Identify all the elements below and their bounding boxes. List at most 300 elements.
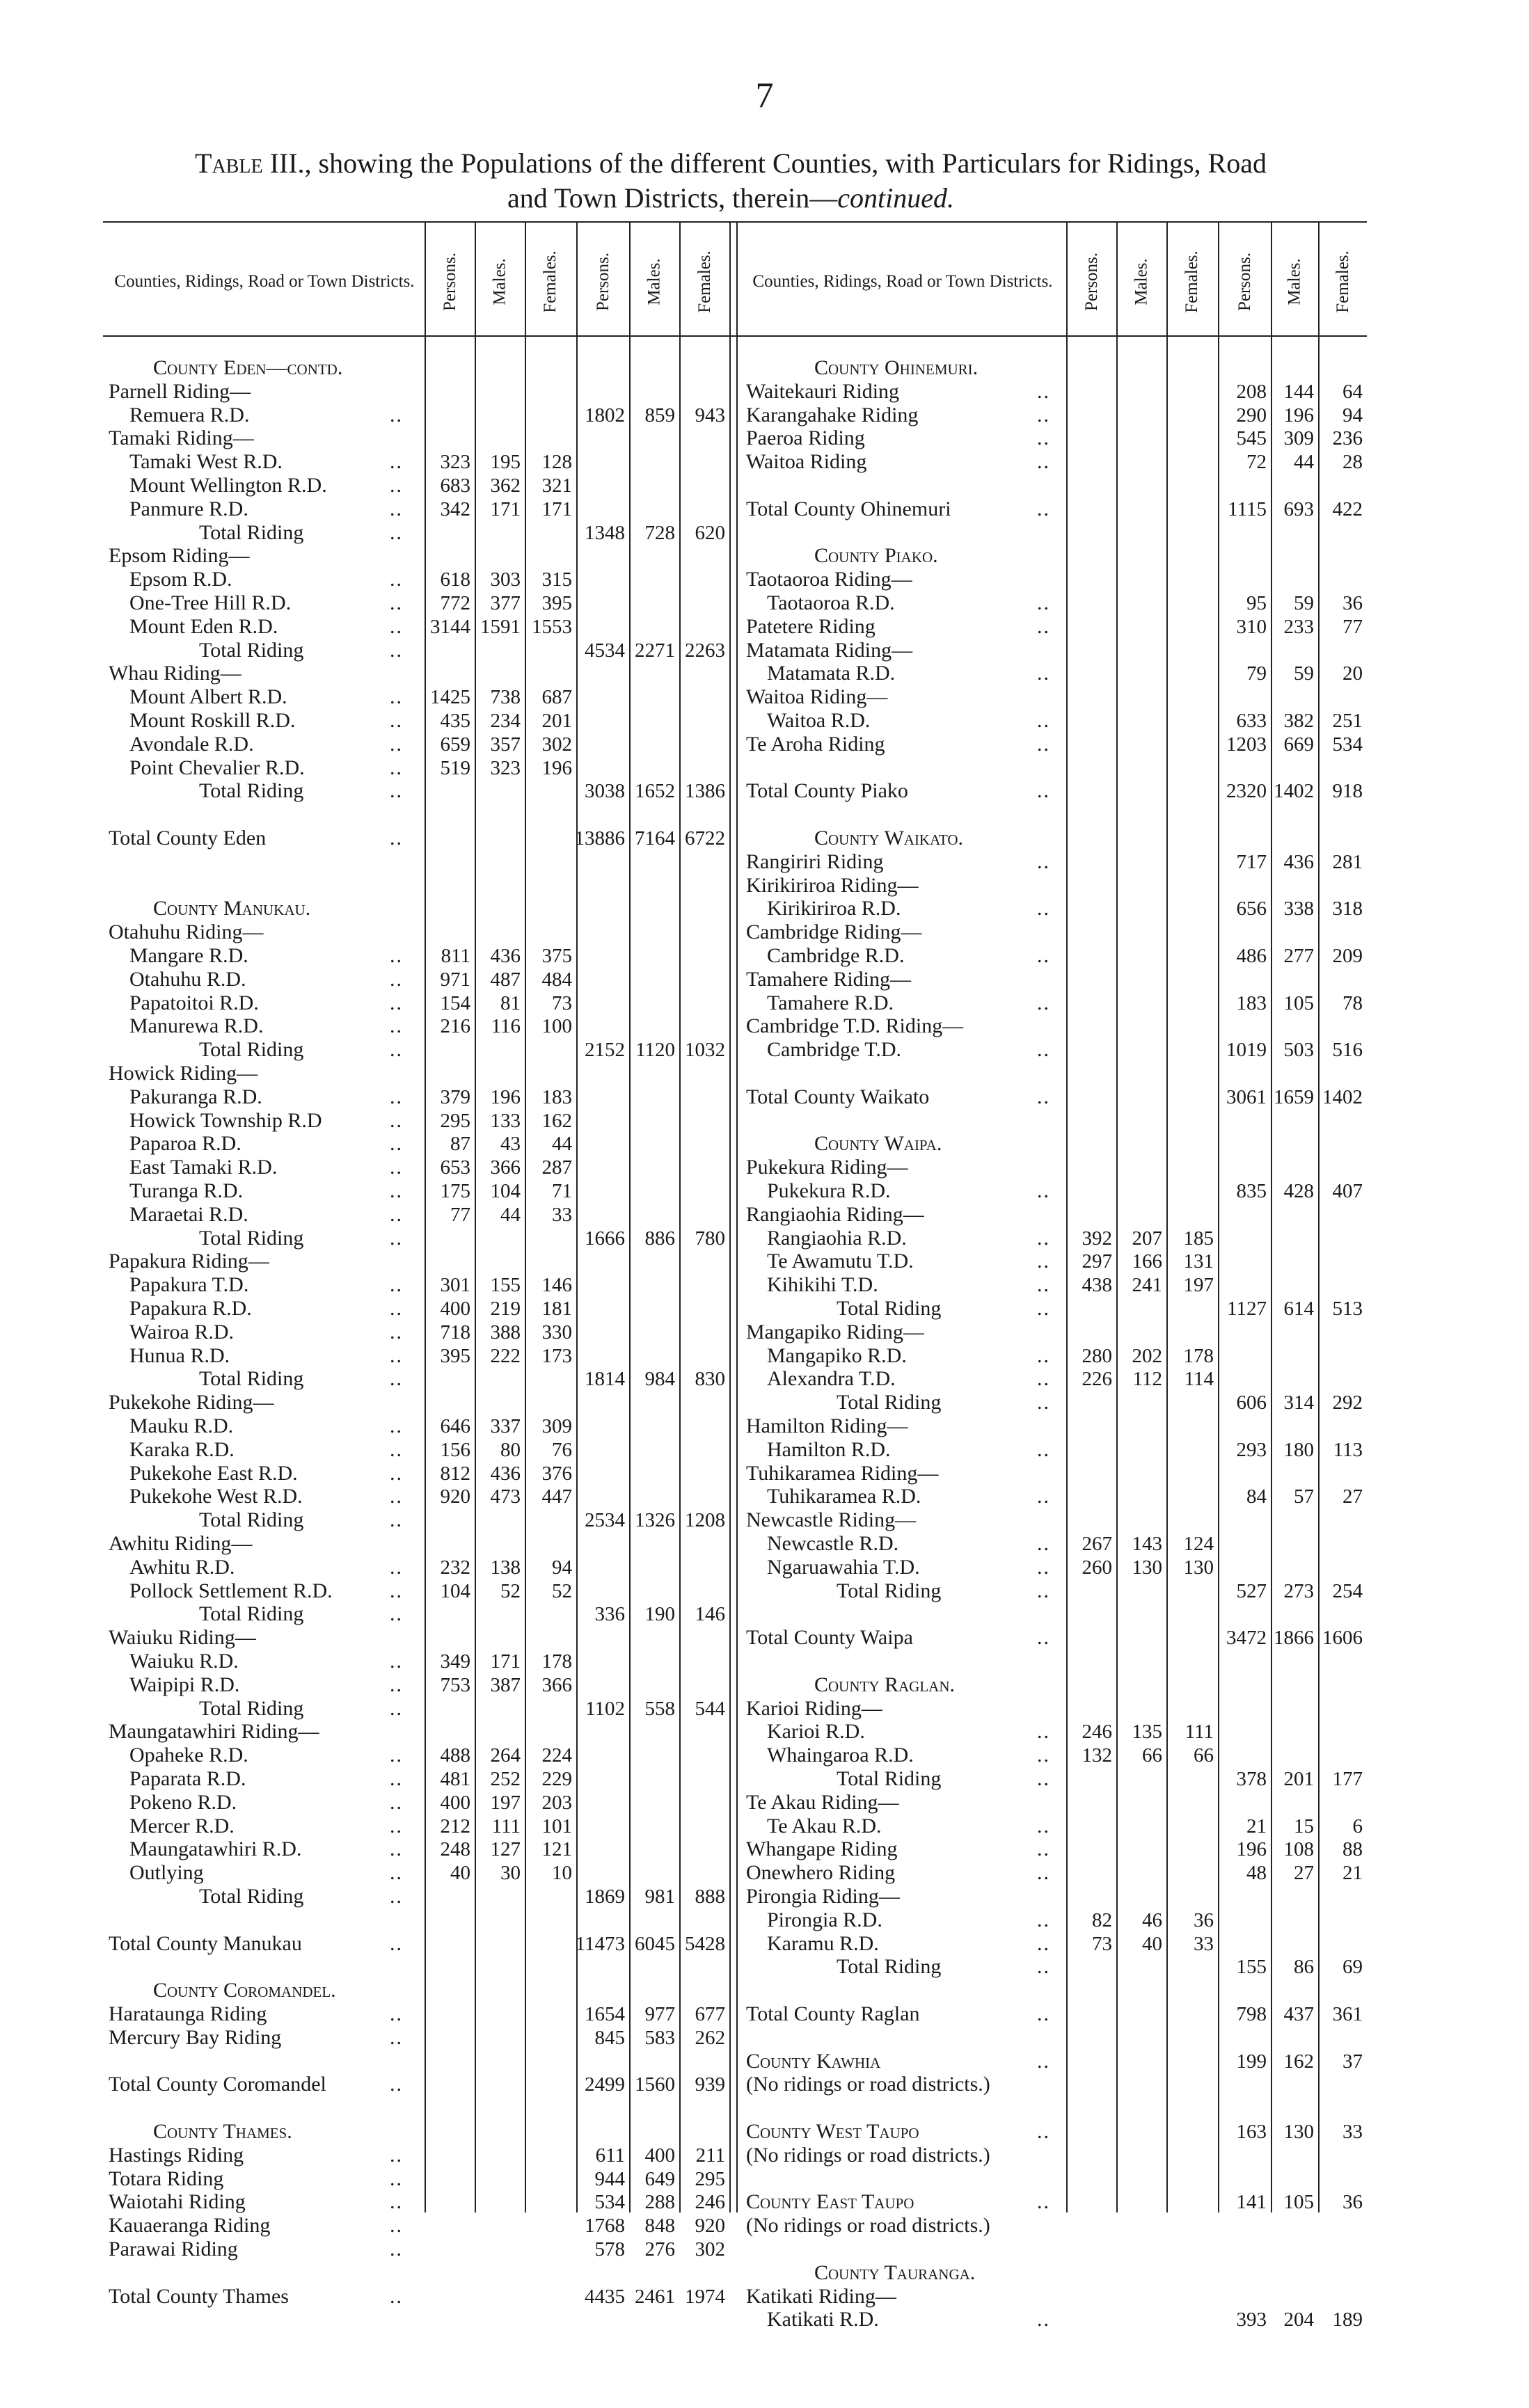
persons-value: 226 [1082, 1368, 1112, 1391]
leader-dots: .. [1037, 662, 1050, 685]
row-label: (No ridings or road districts.) [746, 2073, 990, 2096]
table-row [0, 2167, 1529, 2191]
leader-dots: .. [1037, 850, 1050, 873]
females-value: 76 [552, 1438, 572, 1461]
row-label: Awhitu R.D. [129, 1555, 235, 1579]
persons-value: 920 [440, 1485, 470, 1508]
males-value: 201 [1283, 1768, 1314, 1790]
table-row [0, 1532, 1529, 1556]
row-label: Total Riding [199, 1696, 304, 1720]
persons-value: 295 [440, 1109, 470, 1132]
leader-dots: .. [390, 1320, 403, 1343]
table-row [0, 1932, 1529, 1956]
males-value: 859 [644, 404, 675, 426]
leader-dots: .. [1037, 2120, 1050, 2143]
persons-value: 4534 [585, 639, 625, 662]
row-label: Manurewa R.D. [129, 1014, 264, 1038]
leader-dots: .. [1037, 1931, 1050, 1955]
persons-value: 246 [1082, 1721, 1112, 1744]
row-label: Waitekauri Riding [746, 379, 900, 403]
column-header-males-total-left [631, 230, 679, 334]
persons-value: 944 [594, 2167, 625, 2190]
column-header-females-total-right [1320, 230, 1367, 334]
row-label: Panmure R.D. [129, 497, 248, 520]
males-value: 144 [1283, 380, 1314, 403]
males-value: 44 [500, 1203, 521, 1226]
males-value: 46 [1142, 1908, 1162, 1931]
table-row [0, 1462, 1529, 1485]
table-row [0, 1438, 1529, 1462]
persons-value: 77 [450, 1203, 470, 1226]
row-label: Waiuku Riding— [109, 1626, 256, 1650]
persons-value: 772 [440, 592, 470, 614]
row-label: Total County Waipa [746, 1626, 913, 1650]
row-label: Karaka R.D. [129, 1437, 235, 1461]
county-heading-row [0, 827, 1529, 850]
leader-dots: .. [1037, 1579, 1050, 1602]
leader-dots: .. [390, 1885, 403, 1908]
persons-value: 248 [440, 1838, 470, 1861]
leader-dots: .. [390, 2073, 403, 2096]
males-value: 1591 [480, 615, 521, 638]
table-row [0, 568, 1529, 591]
females-value: 114 [1184, 1368, 1214, 1391]
row-label: Tamahere Riding— [746, 967, 911, 991]
females-value: 196 [541, 756, 572, 779]
persons-value: 11473 [575, 1932, 625, 1955]
table-top-rule [103, 221, 1367, 223]
row-label: Pukekohe East R.D. [129, 1461, 298, 1485]
leader-dots: .. [390, 827, 403, 850]
males-value: 171 [490, 1650, 521, 1673]
table-row [0, 1720, 1529, 1744]
females-value: 287 [541, 1156, 572, 1179]
males-value: 43 [500, 1133, 521, 1156]
males-value: 977 [644, 2003, 675, 2025]
column-header-males-total-right [1272, 230, 1318, 334]
males-value: 436 [490, 1462, 521, 1485]
column-header-males-left-text: Males. [490, 258, 509, 305]
leader-dots: .. [1037, 1038, 1050, 1062]
males-value: 252 [490, 1768, 521, 1790]
persons-value: 163 [1236, 2121, 1267, 2143]
leader-dots: .. [390, 2214, 403, 2238]
row-label: Mercury Bay Riding [109, 2025, 282, 2049]
females-value: 236 [1332, 427, 1363, 450]
leader-dots: .. [390, 1602, 403, 1626]
females-value: 100 [541, 1015, 572, 1038]
persons-value: 811 [441, 945, 470, 967]
females-value: 185 [1183, 1227, 1214, 1250]
persons-value: 232 [440, 1556, 470, 1579]
persons-value: 659 [440, 733, 470, 756]
females-value: 36 [1342, 592, 1363, 614]
females-value: 1974 [685, 2285, 725, 2308]
row-label: County West Taupo [746, 2120, 919, 2143]
females-value: 321 [541, 475, 572, 497]
females-value: 131 [1183, 1250, 1214, 1273]
table-row [0, 874, 1529, 898]
leader-dots: .. [390, 2002, 403, 2025]
females-value: 918 [1332, 780, 1363, 803]
males-value: 108 [1283, 1838, 1314, 1861]
row-label: Te Akau R.D. [767, 1814, 882, 1837]
row-label: Mangapiko Riding— [746, 1320, 924, 1343]
males-value: 377 [490, 592, 521, 614]
leader-dots: .. [1037, 1532, 1050, 1555]
column-header-females-left-text: Females. [541, 250, 560, 313]
males-value: 428 [1283, 1180, 1314, 1202]
females-value: 395 [541, 592, 572, 614]
persons-value: 527 [1236, 1579, 1267, 1602]
leader-dots: .. [1037, 1837, 1050, 1861]
column-header-females-right [1168, 230, 1217, 334]
females-value: 78 [1342, 991, 1363, 1014]
row-label: Mount Wellington R.D. [129, 474, 327, 497]
leader-dots: .. [390, 2025, 403, 2049]
row-label: Hastings Riding [109, 2143, 244, 2167]
persons-value: 435 [440, 710, 470, 732]
table-row [0, 662, 1529, 685]
row-label: Taotaoroa Riding— [746, 568, 912, 591]
row-label: Cambridge R.D. [767, 944, 905, 967]
leader-dots: .. [390, 709, 403, 732]
persons-value: 280 [1082, 1344, 1112, 1367]
persons-value: 1654 [585, 2003, 625, 2025]
row-label: Cambridge T.D. Riding— [746, 1014, 964, 1038]
females-value: 88 [1342, 1838, 1363, 1861]
leader-dots: .. [390, 1343, 403, 1367]
females-value: 20 [1342, 662, 1363, 685]
table-row [0, 1367, 1529, 1391]
males-value: 558 [644, 1697, 675, 1720]
persons-value: 79 [1246, 662, 1267, 685]
males-value: 357 [490, 733, 521, 756]
row-label: Tuhikaramea Riding— [746, 1461, 939, 1485]
row-label: Rangiaohia Riding— [746, 1202, 924, 1226]
row-label: Total Riding [199, 1226, 304, 1250]
table-row [0, 1791, 1529, 1815]
females-value: 37 [1342, 2050, 1363, 2073]
leader-dots: .. [390, 779, 403, 803]
table-header-rule [103, 335, 1367, 337]
persons-value: 1102 [585, 1697, 625, 1720]
table-row [0, 426, 1529, 450]
leader-dots: .. [390, 1555, 403, 1579]
row-label: Total County Thames [109, 2284, 289, 2308]
table-row [0, 2308, 1529, 2331]
females-value: 830 [695, 1368, 725, 1391]
row-label: Total Riding [199, 1602, 304, 1626]
females-value: 201 [541, 710, 572, 732]
leader-dots: .. [1037, 1485, 1050, 1508]
females-value: 516 [1332, 1039, 1363, 1062]
county-heading-row [0, 356, 1529, 380]
table-row [0, 2073, 1529, 2096]
males-value: 886 [644, 1227, 675, 1250]
row-label: Katikati R.D. [767, 2308, 879, 2331]
table-row [0, 944, 1529, 968]
column-header-persons-total-right-text: Persons. [1235, 252, 1255, 312]
females-value: 66 [1194, 1744, 1214, 1767]
row-label: Total County Waikato [746, 1085, 930, 1108]
column-header-label-left: Counties, Ridings, Road or Town Districts. [114, 272, 415, 291]
leader-dots: .. [390, 1226, 403, 1250]
row-label: Mauku R.D. [129, 1414, 234, 1437]
leader-dots: .. [1037, 1955, 1050, 1979]
leader-dots: .. [1037, 991, 1050, 1014]
females-value: 330 [541, 1321, 572, 1343]
row-label: Papakura Riding— [109, 1250, 269, 1273]
table-title-line1: III., showing the Populations of the different Counties, with Particulars for Ridings, Road [262, 147, 1267, 179]
leader-dots: .. [1037, 1908, 1050, 1931]
row-label: Maungatawhiri R.D. [129, 1837, 302, 1861]
males-value: 1120 [635, 1039, 675, 1062]
persons-value: 297 [1082, 1250, 1112, 1273]
row-label: Pokeno R.D. [129, 1790, 237, 1814]
county-heading-row [0, 1132, 1529, 1156]
table-row [0, 1414, 1529, 1438]
row-label: Patetere Riding [746, 614, 876, 638]
females-value: 780 [695, 1227, 725, 1250]
row-label: Total Riding [199, 1038, 304, 1062]
county-heading: County Manukau. [153, 897, 311, 920]
row-label: Matamata Riding— [746, 638, 913, 662]
females-value: 64 [1342, 380, 1363, 403]
row-label: Mount Albert R.D. [129, 685, 287, 709]
leader-dots: .. [390, 685, 403, 709]
row-label: Karioi R.D. [767, 1720, 865, 1744]
table-row [0, 1297, 1529, 1321]
row-label: Maungatawhiri Riding— [109, 1720, 319, 1744]
persons-value: 1203 [1226, 733, 1267, 756]
row-label: Rangiaohia R.D. [767, 1226, 907, 1250]
table-row [0, 1602, 1529, 1626]
table-row [0, 521, 1529, 545]
column-header-males-total-left-text: Males. [644, 258, 664, 305]
males-value: 693 [1283, 497, 1314, 520]
row-label: Onewhero Riding [746, 1861, 896, 1885]
persons-value: 2152 [585, 1039, 625, 1062]
leader-dots: .. [1037, 1391, 1050, 1414]
leader-dots: .. [390, 967, 403, 991]
row-label: Total Riding [199, 1885, 304, 1908]
leader-dots: .. [390, 1179, 403, 1202]
persons-value: 1127 [1227, 1298, 1267, 1320]
persons-value: 2499 [585, 2073, 625, 2096]
males-value: 195 [490, 451, 521, 474]
persons-value: 3038 [585, 780, 625, 803]
row-label: Pukekohe West R.D. [129, 1485, 303, 1508]
leader-dots: .. [1037, 1861, 1050, 1885]
column-header-persons-right-text: Persons. [1082, 252, 1102, 312]
leader-dots: .. [1037, 2308, 1050, 2331]
males-value: 80 [500, 1438, 521, 1461]
leader-dots: .. [390, 1273, 403, 1297]
persons-value: 611 [595, 2144, 625, 2167]
persons-value: 393 [1236, 2309, 1267, 2331]
females-value: 513 [1332, 1298, 1363, 1320]
persons-value: 13886 [574, 827, 625, 850]
row-label: Hamilton Riding— [746, 1414, 908, 1437]
females-value: 6722 [685, 827, 725, 850]
leader-dots: .. [390, 2143, 403, 2167]
column-header-males-right-text: Males. [1132, 258, 1151, 305]
table-row [0, 1014, 1529, 1038]
females-value: 302 [541, 733, 572, 756]
persons-value: 481 [440, 1768, 470, 1790]
row-label: Waitoa Riding— [746, 685, 888, 709]
leader-dots: .. [390, 2167, 403, 2190]
females-value: 77 [1342, 615, 1363, 638]
row-label: One-Tree Hill R.D. [129, 591, 292, 614]
females-value: 111 [1185, 1721, 1214, 1744]
row-label: Papatoitoi R.D. [129, 991, 259, 1014]
males-value: 1326 [635, 1509, 675, 1532]
row-label: Waitoa R.D. [767, 709, 871, 732]
table-row [0, 1650, 1529, 1673]
males-value: 473 [490, 1485, 521, 1508]
persons-value: 1115 [1228, 497, 1267, 520]
row-label: Totara Riding [109, 2167, 224, 2190]
females-value: 1553 [532, 615, 572, 638]
row-label: Avondale R.D. [129, 732, 254, 756]
row-label: Papakura R.D. [129, 1297, 252, 1320]
leader-dots: .. [390, 944, 403, 967]
leader-dots: .. [390, 591, 403, 614]
leader-dots: .. [1037, 497, 1050, 520]
males-value: 400 [644, 2144, 675, 2167]
persons-value: 40 [450, 1862, 470, 1885]
table-row [0, 1908, 1529, 1932]
females-value: 211 [695, 2144, 725, 2167]
females-value: 171 [541, 497, 572, 520]
males-value: 276 [644, 2238, 675, 2261]
table-row [0, 2285, 1529, 2309]
table-row [0, 1861, 1529, 1885]
row-label: Total Riding [837, 1579, 942, 1602]
row-label: Epsom R.D. [129, 568, 232, 591]
table-row [0, 709, 1529, 733]
persons-value: 488 [440, 1744, 470, 1767]
table-row [0, 1085, 1529, 1109]
row-label: Cambridge T.D. [767, 1038, 902, 1062]
row-label: Harataunga Riding [109, 2002, 267, 2025]
males-value: 387 [490, 1673, 521, 1696]
leader-dots: .. [390, 1861, 403, 1885]
females-value: 407 [1332, 1180, 1363, 1202]
table-title-prefix: Table [195, 147, 263, 179]
row-label: Total Riding [199, 520, 304, 544]
leader-dots: .. [390, 991, 403, 1014]
persons-value: 718 [440, 1321, 470, 1343]
leader-dots: .. [390, 1485, 403, 1508]
persons-value: 155 [1236, 1956, 1267, 1979]
row-label: Alexandra T.D. [767, 1367, 896, 1391]
table-row [0, 1485, 1529, 1508]
row-label: Kihikihi T.D. [767, 1273, 878, 1297]
males-value: 143 [1132, 1533, 1162, 1555]
leader-dots: .. [390, 1744, 403, 1767]
females-value: 44 [552, 1133, 572, 1156]
table-row [0, 1744, 1529, 1767]
persons-value: 3472 [1226, 1627, 1267, 1650]
table-row [0, 1273, 1529, 1297]
females-value: 224 [541, 1744, 572, 1767]
females-value: 687 [541, 686, 572, 709]
males-value: 44 [1294, 451, 1314, 474]
persons-value: 379 [440, 1085, 470, 1108]
persons-value: 132 [1082, 1744, 1112, 1767]
persons-value: 323 [440, 451, 470, 474]
males-value: 1402 [1274, 780, 1314, 803]
persons-value: 1425 [430, 686, 470, 709]
males-value: 984 [644, 1368, 675, 1391]
row-label: Total Riding [837, 1391, 942, 1414]
row-label: Total Riding [199, 1508, 304, 1532]
persons-value: 534 [594, 2191, 625, 2214]
row-label: Total Riding [837, 1767, 942, 1790]
males-value: 57 [1294, 1485, 1314, 1508]
table-row [0, 380, 1529, 404]
persons-value: 400 [440, 1791, 470, 1814]
males-value: 277 [1283, 945, 1314, 967]
table-row [0, 1227, 1529, 1250]
leader-dots: .. [1037, 1744, 1050, 1767]
males-value: 27 [1294, 1862, 1314, 1885]
females-value: 375 [541, 945, 572, 967]
row-label: Awhitu Riding— [109, 1532, 253, 1555]
males-value: 171 [490, 497, 521, 520]
persons-value: 392 [1082, 1227, 1112, 1250]
males-value: 138 [490, 1556, 521, 1579]
row-label: Mangare R.D. [129, 944, 248, 967]
leader-dots: .. [1037, 426, 1050, 450]
row-label: Pakuranga R.D. [129, 1085, 262, 1108]
persons-value: 798 [1236, 2003, 1267, 2025]
row-label: Total County Eden [109, 827, 267, 850]
leader-dots: .. [1037, 779, 1050, 803]
females-value: 128 [541, 451, 572, 474]
males-value: 314 [1283, 1392, 1314, 1414]
persons-value: 183 [1236, 991, 1267, 1014]
females-value: 251 [1332, 710, 1363, 732]
county-heading-row [0, 1673, 1529, 1697]
row-label: Waitoa Riding [746, 450, 867, 474]
persons-value: 1019 [1226, 1039, 1267, 1062]
persons-value: 1802 [585, 404, 625, 426]
row-label: Whangape Riding [746, 1837, 898, 1861]
table-row [0, 920, 1529, 944]
row-label: Pukekura Riding— [746, 1156, 908, 1179]
row-label: Tamaki Riding— [109, 426, 254, 450]
leader-dots: .. [1037, 614, 1050, 638]
row-label: County Kawhia [746, 2049, 881, 2073]
row-label: Remuera R.D. [129, 403, 250, 426]
row-label: Mount Roskill R.D. [129, 709, 296, 732]
row-label: Whaingaroa R.D. [767, 1744, 914, 1767]
persons-value: 3061 [1226, 1085, 1267, 1108]
leader-dots: .. [1037, 1767, 1050, 1790]
males-value: 130 [1283, 2121, 1314, 2143]
row-label: Total Riding [837, 1955, 942, 1979]
persons-value: 1666 [585, 1227, 625, 1250]
leader-dots: .. [390, 1790, 403, 1814]
females-value: 1402 [1322, 1085, 1363, 1108]
leader-dots: .. [390, 2190, 403, 2214]
table-row [0, 1955, 1529, 1979]
row-label: Te Awamutu T.D. [767, 1250, 914, 1273]
